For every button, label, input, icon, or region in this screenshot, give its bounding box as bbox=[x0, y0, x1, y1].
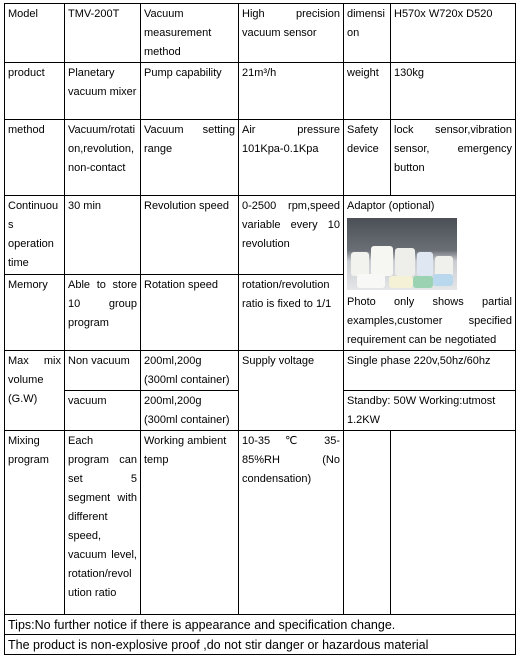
value-power: Standby: 50W Working:utmost 1.2KW bbox=[344, 391, 516, 431]
row-mixing-program bbox=[5, 431, 516, 615]
label-weight: weight bbox=[344, 63, 391, 120]
label-vacuum-measurement: Vacuum measurement method bbox=[141, 4, 239, 63]
value-continuous-operation: 30 min bbox=[65, 196, 141, 275]
label-working-ambient-temp: Working ambient temp bbox=[141, 431, 239, 615]
spec-table bbox=[4, 3, 516, 655]
label-memory: Memory bbox=[5, 274, 65, 351]
label-mixing-program: Mixing program bbox=[5, 431, 65, 615]
row-continuous-operation bbox=[5, 196, 516, 275]
adaptor-label: Adaptor (optional) bbox=[347, 200, 435, 212]
label-rotation-speed: Rotation speed bbox=[141, 274, 239, 351]
tips-text: Tips:No further notice if there is appearance and specification change. bbox=[5, 615, 516, 635]
label-pump-capability: Pump capability bbox=[141, 63, 239, 120]
value-working-ambient-temp: 10-35 ℃ 35-85%RH (No condensation) bbox=[239, 431, 344, 615]
label-max-mix-volume: Max mix volume (G.W) bbox=[5, 351, 65, 431]
empty-cell-1 bbox=[344, 431, 391, 615]
row-method bbox=[5, 120, 516, 196]
value-pump-capability: 21m³/h bbox=[239, 63, 344, 120]
value-weight: 130kg bbox=[391, 63, 516, 120]
value-mixing-program: Each program can set 5 segment with different speed, vacuum level, rotation/revolution ratio bbox=[65, 431, 141, 615]
notice-text: The product is non-explosive proof ,do not stir danger or hazardous material bbox=[5, 635, 516, 655]
label-non-vacuum: Non vacuum bbox=[65, 351, 141, 391]
adaptor-photo bbox=[347, 218, 457, 290]
label-vacuum-setting-range: Vacuum setting range bbox=[141, 120, 239, 196]
label-method: method bbox=[5, 120, 65, 196]
value-model: TMV-200T bbox=[65, 4, 141, 63]
row-tips bbox=[5, 615, 516, 635]
label-continuous-operation: Continuous operation time bbox=[5, 196, 65, 275]
empty-cell-2 bbox=[391, 431, 516, 615]
value-method: Vacuum/rotation,revolution,non-contact bbox=[65, 120, 141, 196]
adaptor-cell bbox=[344, 196, 516, 351]
value-supply-voltage: Single phase 220v,50hz/60hz bbox=[344, 351, 516, 391]
value-vacuum-measurement: High precision vacuum sensor bbox=[239, 4, 344, 63]
label-supply-voltage: Supply voltage bbox=[239, 351, 344, 431]
row-notice bbox=[5, 635, 516, 655]
value-non-vacuum: 200ml,200g (300ml container) bbox=[141, 351, 239, 391]
value-safety-device: lock sensor,vibration sensor, emergency button bbox=[391, 120, 516, 196]
label-safety-device: Safety device bbox=[344, 120, 391, 196]
adaptor-note: Photo only shows partial examples,customer specified requirement can be negotiated bbox=[347, 296, 512, 346]
row-product bbox=[5, 63, 516, 120]
row-model bbox=[5, 4, 516, 63]
label-vacuum: vacuum bbox=[65, 391, 141, 431]
value-dimension: H570x W720x D520 bbox=[391, 4, 516, 63]
label-dimension: dimension bbox=[344, 4, 391, 63]
value-memory: Able to store 10 group program bbox=[65, 274, 141, 351]
label-product: product bbox=[5, 63, 65, 120]
value-revolution-speed: 0-2500 rpm,speed variable every 10 revolution bbox=[239, 196, 344, 275]
row-max-mix-non-vacuum bbox=[5, 351, 516, 391]
label-revolution-speed: Revolution speed bbox=[141, 196, 239, 275]
value-vacuum: 200ml,200g (300ml container) bbox=[141, 391, 239, 431]
value-product: Planetary vacuum mixer bbox=[65, 63, 141, 120]
value-rotation-speed: rotation/revolution ratio is fixed to 1/1 bbox=[239, 274, 344, 351]
label-model: Model bbox=[5, 4, 65, 63]
value-vacuum-setting-range: Air pressure 101Kpa-0.1Kpa bbox=[239, 120, 344, 196]
